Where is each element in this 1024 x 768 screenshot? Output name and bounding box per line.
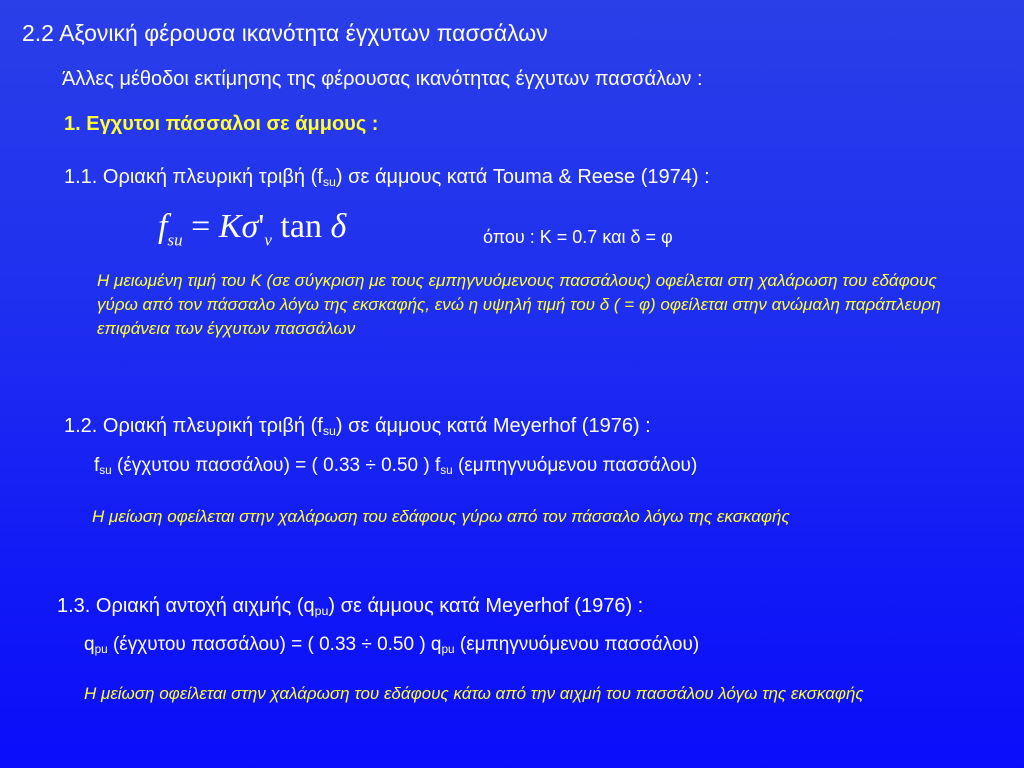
slide-title: 2.2 Αξονική φέρουσα ικανότητα έγχυτων πασσάλων <box>22 20 548 46</box>
formula-equals: = <box>182 208 219 245</box>
heading-1-2-text: 1.2. Οριακή πλευρική τριβή (f <box>64 415 323 437</box>
heading-1-3-text: 1.3. Οριακή αντοχή αιχμής (q <box>57 595 315 617</box>
formula-k: K <box>218 208 242 245</box>
note-1-2: Η μείωση οφείλεται στην χαλάρωση του εδάφους γύρω από τον πάσσαλο λόγω της εκσκαφής <box>92 507 790 526</box>
eq-1-2-mid: (έγχυτου πασσάλου) = ( 0.33 ÷ 0.50 ) f <box>111 455 441 476</box>
eq-1-3-q2-sub: pu <box>441 642 455 656</box>
note-1-3: Η μείωση οφείλεται στην χαλάρωση του εδάφους κάτω από την αιχμή του πασσάλου λόγω της εκσκαφής <box>84 684 864 703</box>
heading-1-1-text-end: ) σε άμμους κατά Touma & Reese (1974) : <box>335 166 710 188</box>
eq-1-2-f-sub: su <box>99 463 112 477</box>
eq-1-2-f: f <box>94 455 100 476</box>
heading-1-1-sub: su <box>322 175 336 190</box>
equation-1-2 <box>94 455 697 477</box>
heading-1-3-text-end: ) σε άμμους κατά Meyerhof (1976) : <box>328 595 644 617</box>
heading-1-2-text-end: ) σε άμμους κατά Meyerhof (1976) : <box>335 415 651 437</box>
heading-1-2 <box>64 415 651 438</box>
heading-1-1-text: 1.1. Οριακή πλευρική τριβή (f <box>64 166 323 188</box>
formula-delta: δ <box>330 208 347 245</box>
eq-1-2-end: (εμπηγνυόμενου πασσάλου) <box>452 455 698 476</box>
formula-fsu <box>158 208 346 251</box>
eq-1-3-q-sub: pu <box>94 642 108 656</box>
heading-1-2-sub: su <box>322 424 336 439</box>
formula-sigma: σ <box>241 208 259 245</box>
section-heading: 1. Εγχυτοι πάσσαλοι σε άμμους : <box>64 113 379 135</box>
equation-1-3 <box>84 634 699 656</box>
note-1-1: Η μειωμένη τιμή του Κ (σε σύγκριση με τους εμπηγνυόμενους πασσάλους) οφείλεται στη χαλάρωση του εδάφους γύρω από τον πάσσαλο λόγω της εκσκαφής, ενώ η υψηλή τιμή του δ ( = φ) οφείλεται στην ανώμαλη παράπλευρη επιφάνεια των έγχυτων πασσάλων <box>97 271 941 338</box>
formula-sigma-sub: v <box>264 230 272 250</box>
formula-prime: ' <box>258 208 265 245</box>
heading-1-1 <box>64 166 710 189</box>
eq-1-3-q: q <box>84 634 95 655</box>
eq-1-3-mid: (έγχυτου πασσάλου) = ( 0.33 ÷ 0.50 ) q <box>107 634 442 655</box>
heading-1-3 <box>57 595 643 618</box>
formula-where: όπου : K = 0.7 και δ = φ <box>483 227 673 247</box>
eq-1-2-f2-sub: su <box>440 463 453 477</box>
formula-tan: tan <box>271 208 331 245</box>
heading-1-3-sub: pu <box>314 604 329 619</box>
slide-subtitle: Άλλες μέθοδοι εκτίμησης της φέρουσας ικανότητας έγχυτων πασσάλων : <box>62 68 703 90</box>
formula-f: f <box>158 208 168 245</box>
formula-f-sub: su <box>167 230 183 250</box>
eq-1-3-end: (εμπηγνυόμενου πασσάλου) <box>454 634 700 655</box>
